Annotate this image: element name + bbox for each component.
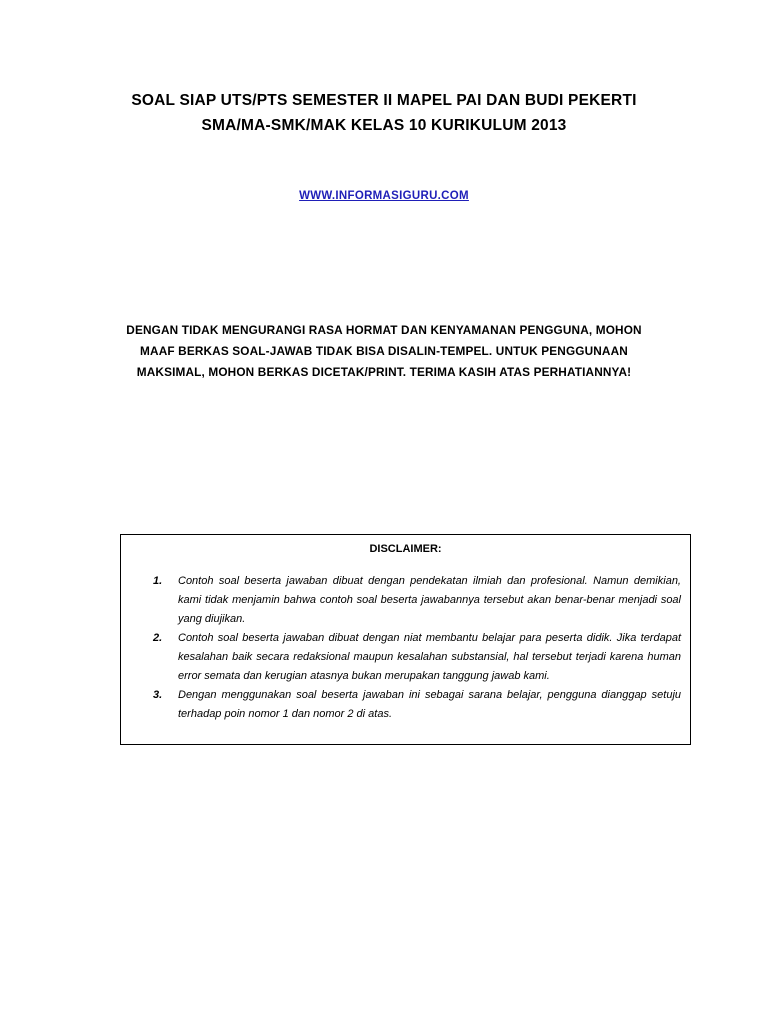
disclaimer-item-number: 2.: [153, 632, 163, 644]
disclaimer-item: [151, 629, 681, 686]
disclaimer-item-text: Dengan menggunakan soal beserta jawaban ini sebagai sarana belajar, pengguna dianggap setuju terhadap poin nomor 1 dan nomor 2 di atas.: [178, 689, 681, 720]
document-title-line-2: SMA/MA-SMK/MAK KELAS 10 KURIKULUM 2013: [201, 117, 567, 134]
disclaimer-box: [120, 534, 691, 745]
notice-line-2: MAAF BERKAS SOAL-JAWAB TIDAK BISA DISALIN-TEMPEL. UNTUK PENGGUNAAN: [140, 344, 628, 358]
disclaimer-list: [151, 572, 681, 724]
website-link[interactable]: WWW.INFORMASIGURU.COM: [299, 190, 469, 202]
copy-notice: [90, 320, 678, 383]
disclaimer-item-text: Contoh soal beserta jawaban dibuat dengan pendekatan ilmiah dan profesional. Namun demikian, kami tidak menjamin bahwa contoh soal beserta jawabannya tersebut akan benar-benar menjadi soal yang diujikan.: [178, 575, 681, 625]
document-title-line-1: SOAL SIAP UTS/PTS SEMESTER II MAPEL PAI DAN BUDI PEKERTI: [131, 92, 637, 109]
disclaimer-item-number: 1.: [153, 575, 163, 587]
notice-line-1: DENGAN TIDAK MENGURANGI RASA HORMAT DAN KENYAMANAN PENGGUNA, MOHON: [126, 323, 642, 337]
disclaimer-item: [151, 686, 681, 724]
notice-line-3: MAKSIMAL, MOHON BERKAS DICETAK/PRINT. TERIMA KASIH ATAS PERHATIANNYA!: [136, 365, 632, 379]
disclaimer-item-number: 3.: [153, 689, 163, 701]
disclaimer-item: [151, 572, 681, 629]
disclaimer-item-text: Contoh soal beserta jawaban dibuat dengan niat membantu belajar para peserta didik. Jika terdapat kesalahan baik secara redaksional maupun kesalahan substansial, hal tersebut terjadi karena human error semata dan kerugian atasnya bukan merupakan tanggung jawab kami.: [178, 632, 681, 682]
disclaimer-title: DISCLAIMER:: [369, 543, 442, 555]
